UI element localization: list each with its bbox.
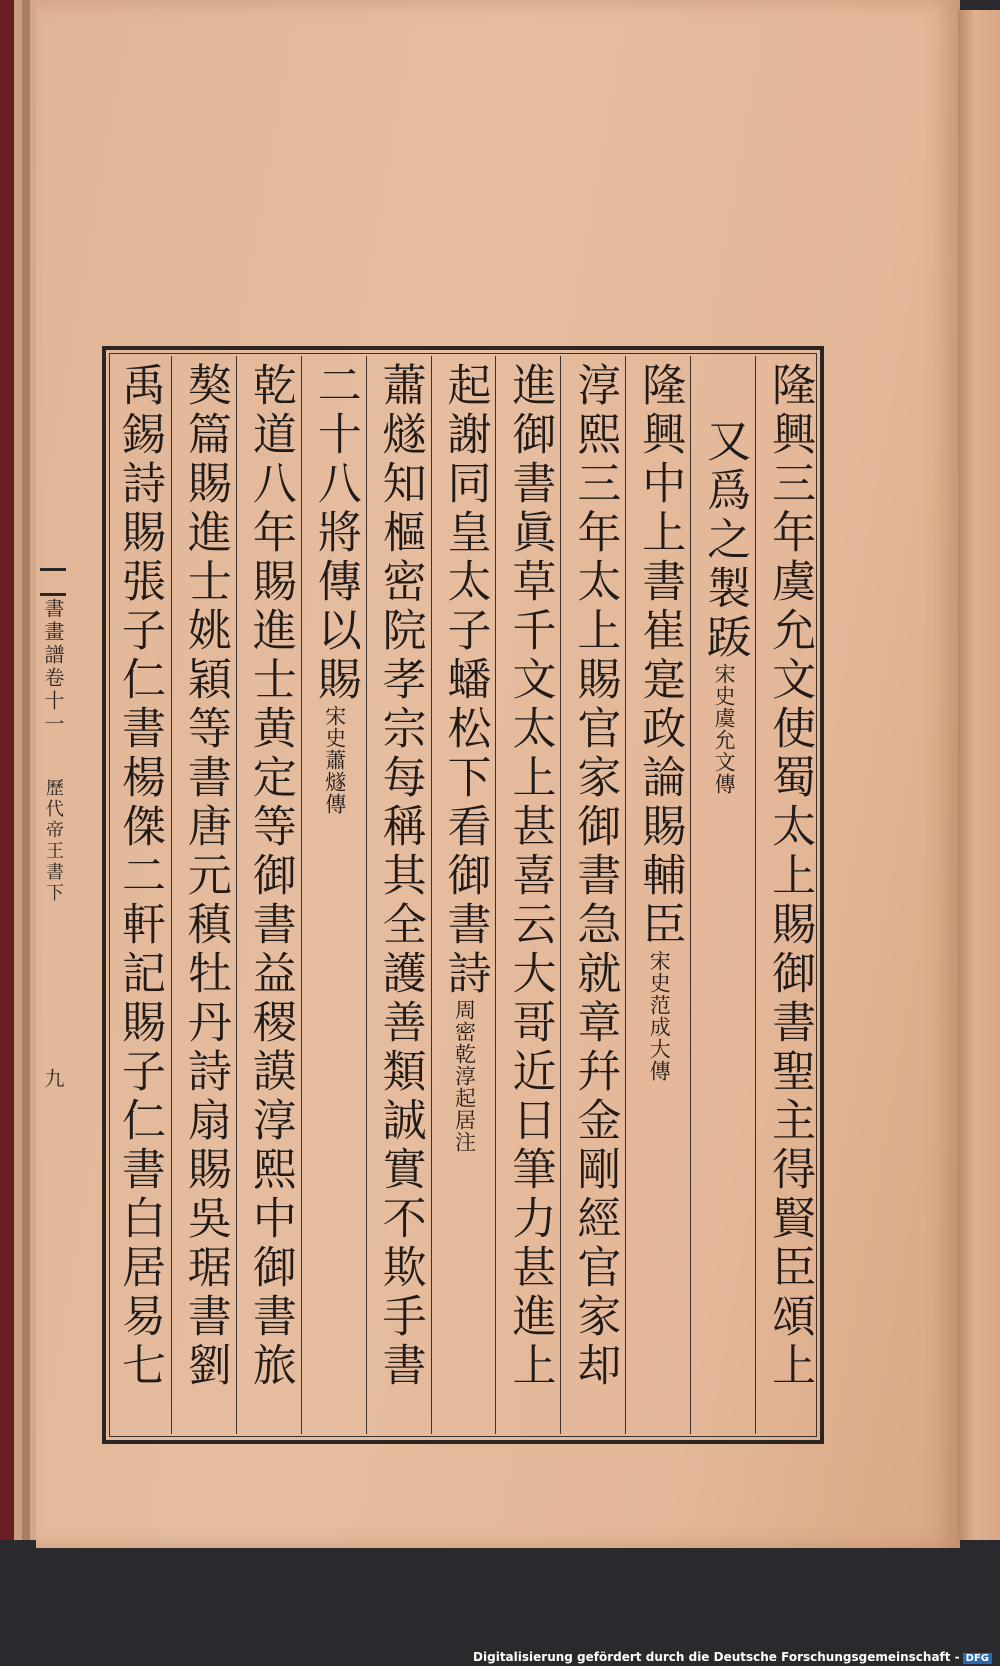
main-text: 隆興中上書崔寔政論賜輔臣: [634, 362, 686, 950]
text-column: [431, 356, 497, 1434]
column-text: [632, 362, 686, 1082]
column-text: [373, 362, 427, 1391]
main-text: 禹錫詩賜張子仁書楊傑二軒記賜子仁書白居易七: [114, 362, 165, 1391]
page-margin-label: [38, 568, 68, 1448]
text-column: [690, 356, 756, 1434]
book-page: [36, 0, 960, 1548]
text-column: [236, 356, 302, 1434]
text-column: [366, 356, 432, 1434]
book-title: 書畫譜卷十一: [41, 598, 65, 736]
column-text: [697, 418, 751, 795]
main-text: 進御書眞草千文太上甚喜云大哥近日筆力甚進上: [504, 362, 556, 1391]
text-column: [625, 356, 691, 1434]
text-column: [171, 356, 237, 1434]
column-text: [308, 362, 362, 815]
book-edge-right: [958, 10, 1000, 1540]
source-note: 宋史范成大傳: [647, 950, 672, 1082]
column-text: [438, 362, 492, 1153]
text-column: [106, 356, 171, 1434]
column-text: [178, 362, 232, 1391]
text-column: [755, 356, 821, 1434]
text-frame: [102, 346, 824, 1444]
text-column: [495, 356, 561, 1434]
fishtail-mark: [40, 568, 66, 596]
book-edge-left: [0, 0, 38, 1540]
main-text: 乾道八年賜進士黄定等御書益稷謨淳熙中御書旅: [244, 362, 296, 1391]
credit-text: Digitalisierung gefördert durch die Deutsche Forschungsgemeinschaft -: [473, 1650, 960, 1664]
page-number: 九: [41, 1068, 65, 1091]
column-text: [243, 362, 297, 1391]
main-text: 隆興三年虞允文使蜀太上賜御書聖主得賢臣頌上: [764, 362, 816, 1391]
source-note: 宋史虞允文傳: [712, 663, 737, 795]
scan-background: [0, 1548, 1000, 1666]
source-note: 宋史蕭燧傳: [322, 705, 347, 815]
column-text: [567, 362, 621, 1391]
main-text: 獒篇賜進士姚穎等書唐元稹牡丹詩扇賜吳琚書劉: [179, 362, 231, 1391]
main-text: 二十八將傳以賜: [309, 362, 361, 705]
main-text: 淳熙三年太上賜官家御書急就章幷金剛經官家却: [569, 362, 621, 1391]
digitization-credit: [473, 1650, 992, 1664]
main-text: 蕭燧知樞密院孝宗每稱其全護善類誠實不欺手書: [374, 362, 426, 1391]
text-column: [301, 356, 367, 1434]
column-text: [502, 362, 556, 1391]
text-column: [560, 356, 626, 1434]
column-text: [762, 362, 816, 1391]
main-text: 又爲之製䟦: [699, 418, 751, 663]
column-text: [112, 362, 166, 1391]
main-text: 起謝同皇太子蟠松下看御書詩: [439, 362, 491, 999]
dfg-logo: DFG: [963, 1653, 992, 1664]
source-note: 周密乾淳起居注: [452, 999, 477, 1153]
section-title: 歷代帝王書下: [43, 778, 64, 904]
